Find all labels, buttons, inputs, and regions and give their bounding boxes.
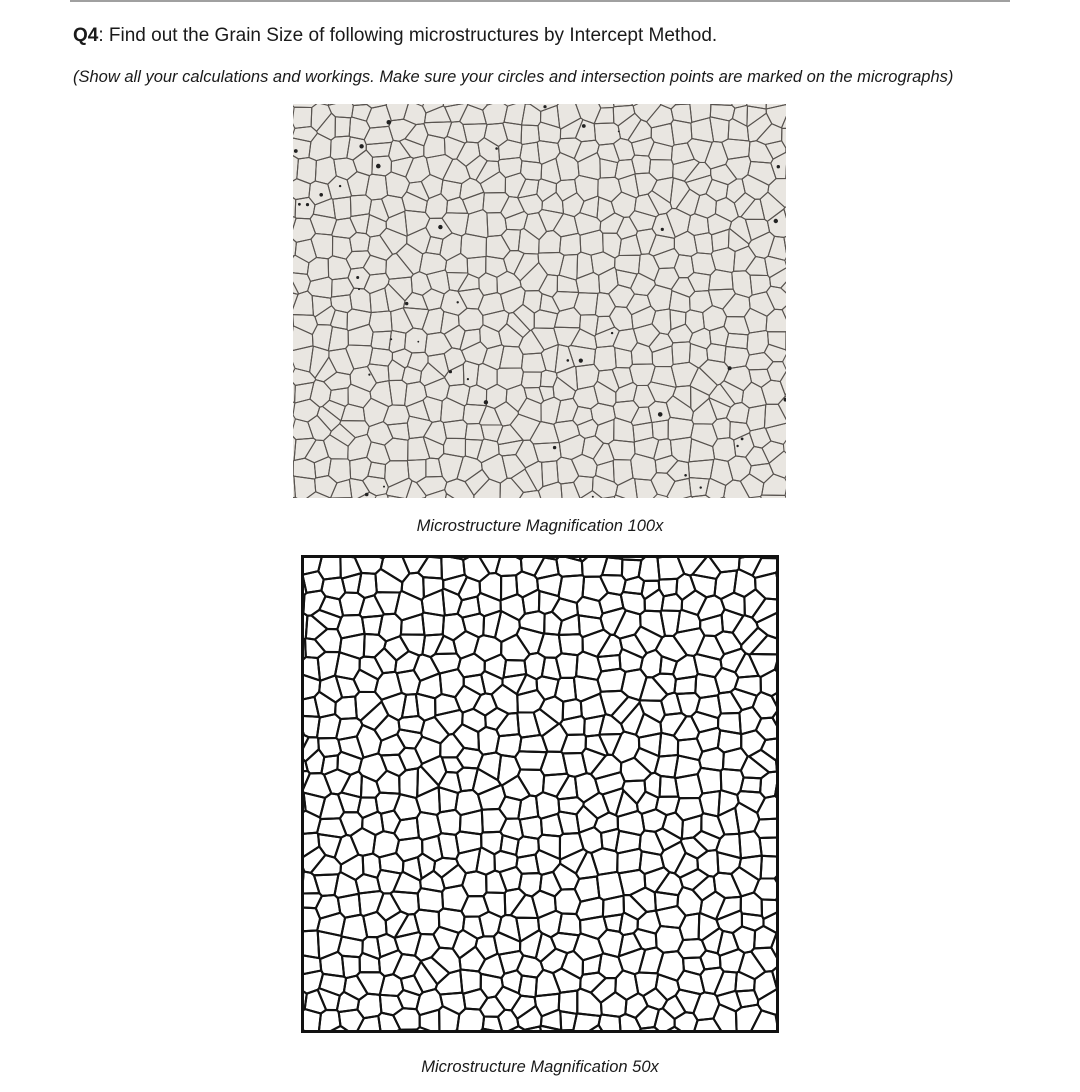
caption-50x: Microstructure Magnification 50x [421,1058,659,1076]
speck [417,341,419,343]
speck [390,338,392,340]
question-heading [73,24,717,48]
speck [339,185,341,187]
micrograph-100x [293,104,786,498]
speck [365,493,369,497]
speck [298,203,301,206]
speck [449,370,452,373]
speck [567,359,570,362]
speck [405,302,408,305]
caption-100x: Microstructure Magnification 100x [416,517,664,535]
speck [495,147,498,150]
speck [728,366,732,370]
speck [736,445,738,447]
speck [618,131,620,133]
speck [484,400,488,404]
speck [700,486,702,488]
speck [684,474,687,477]
speck [579,359,583,363]
speck [383,486,385,488]
speck [467,378,469,380]
speck [358,288,360,290]
speck [741,438,744,441]
speck [368,374,370,376]
speck [457,301,459,303]
question-number: Q4 [73,25,99,46]
micrograph-50x [301,555,779,1033]
speck [582,124,586,128]
question-text: : Find out the Grain Size of following microstructures by Intercept Method. [98,25,718,46]
speck [376,164,381,169]
speck [294,149,298,153]
speck [592,496,594,498]
speck [658,412,663,417]
micrograph-50x-image [301,555,779,1033]
speck [553,446,556,449]
speck [661,228,664,231]
speck [359,144,363,148]
micrograph-100x-image [293,104,786,498]
speck [611,332,613,334]
speck [306,203,309,206]
speck [774,219,778,223]
instructions-text: (Show all your calculations and workings. Make sure your circles and intersection points are marked on the micrographs) [73,68,954,86]
top-rule [70,0,1010,2]
speck [543,105,546,108]
speck [438,225,442,229]
speck [387,120,392,125]
speck [356,276,359,279]
speck [777,165,780,168]
speck [319,193,323,197]
